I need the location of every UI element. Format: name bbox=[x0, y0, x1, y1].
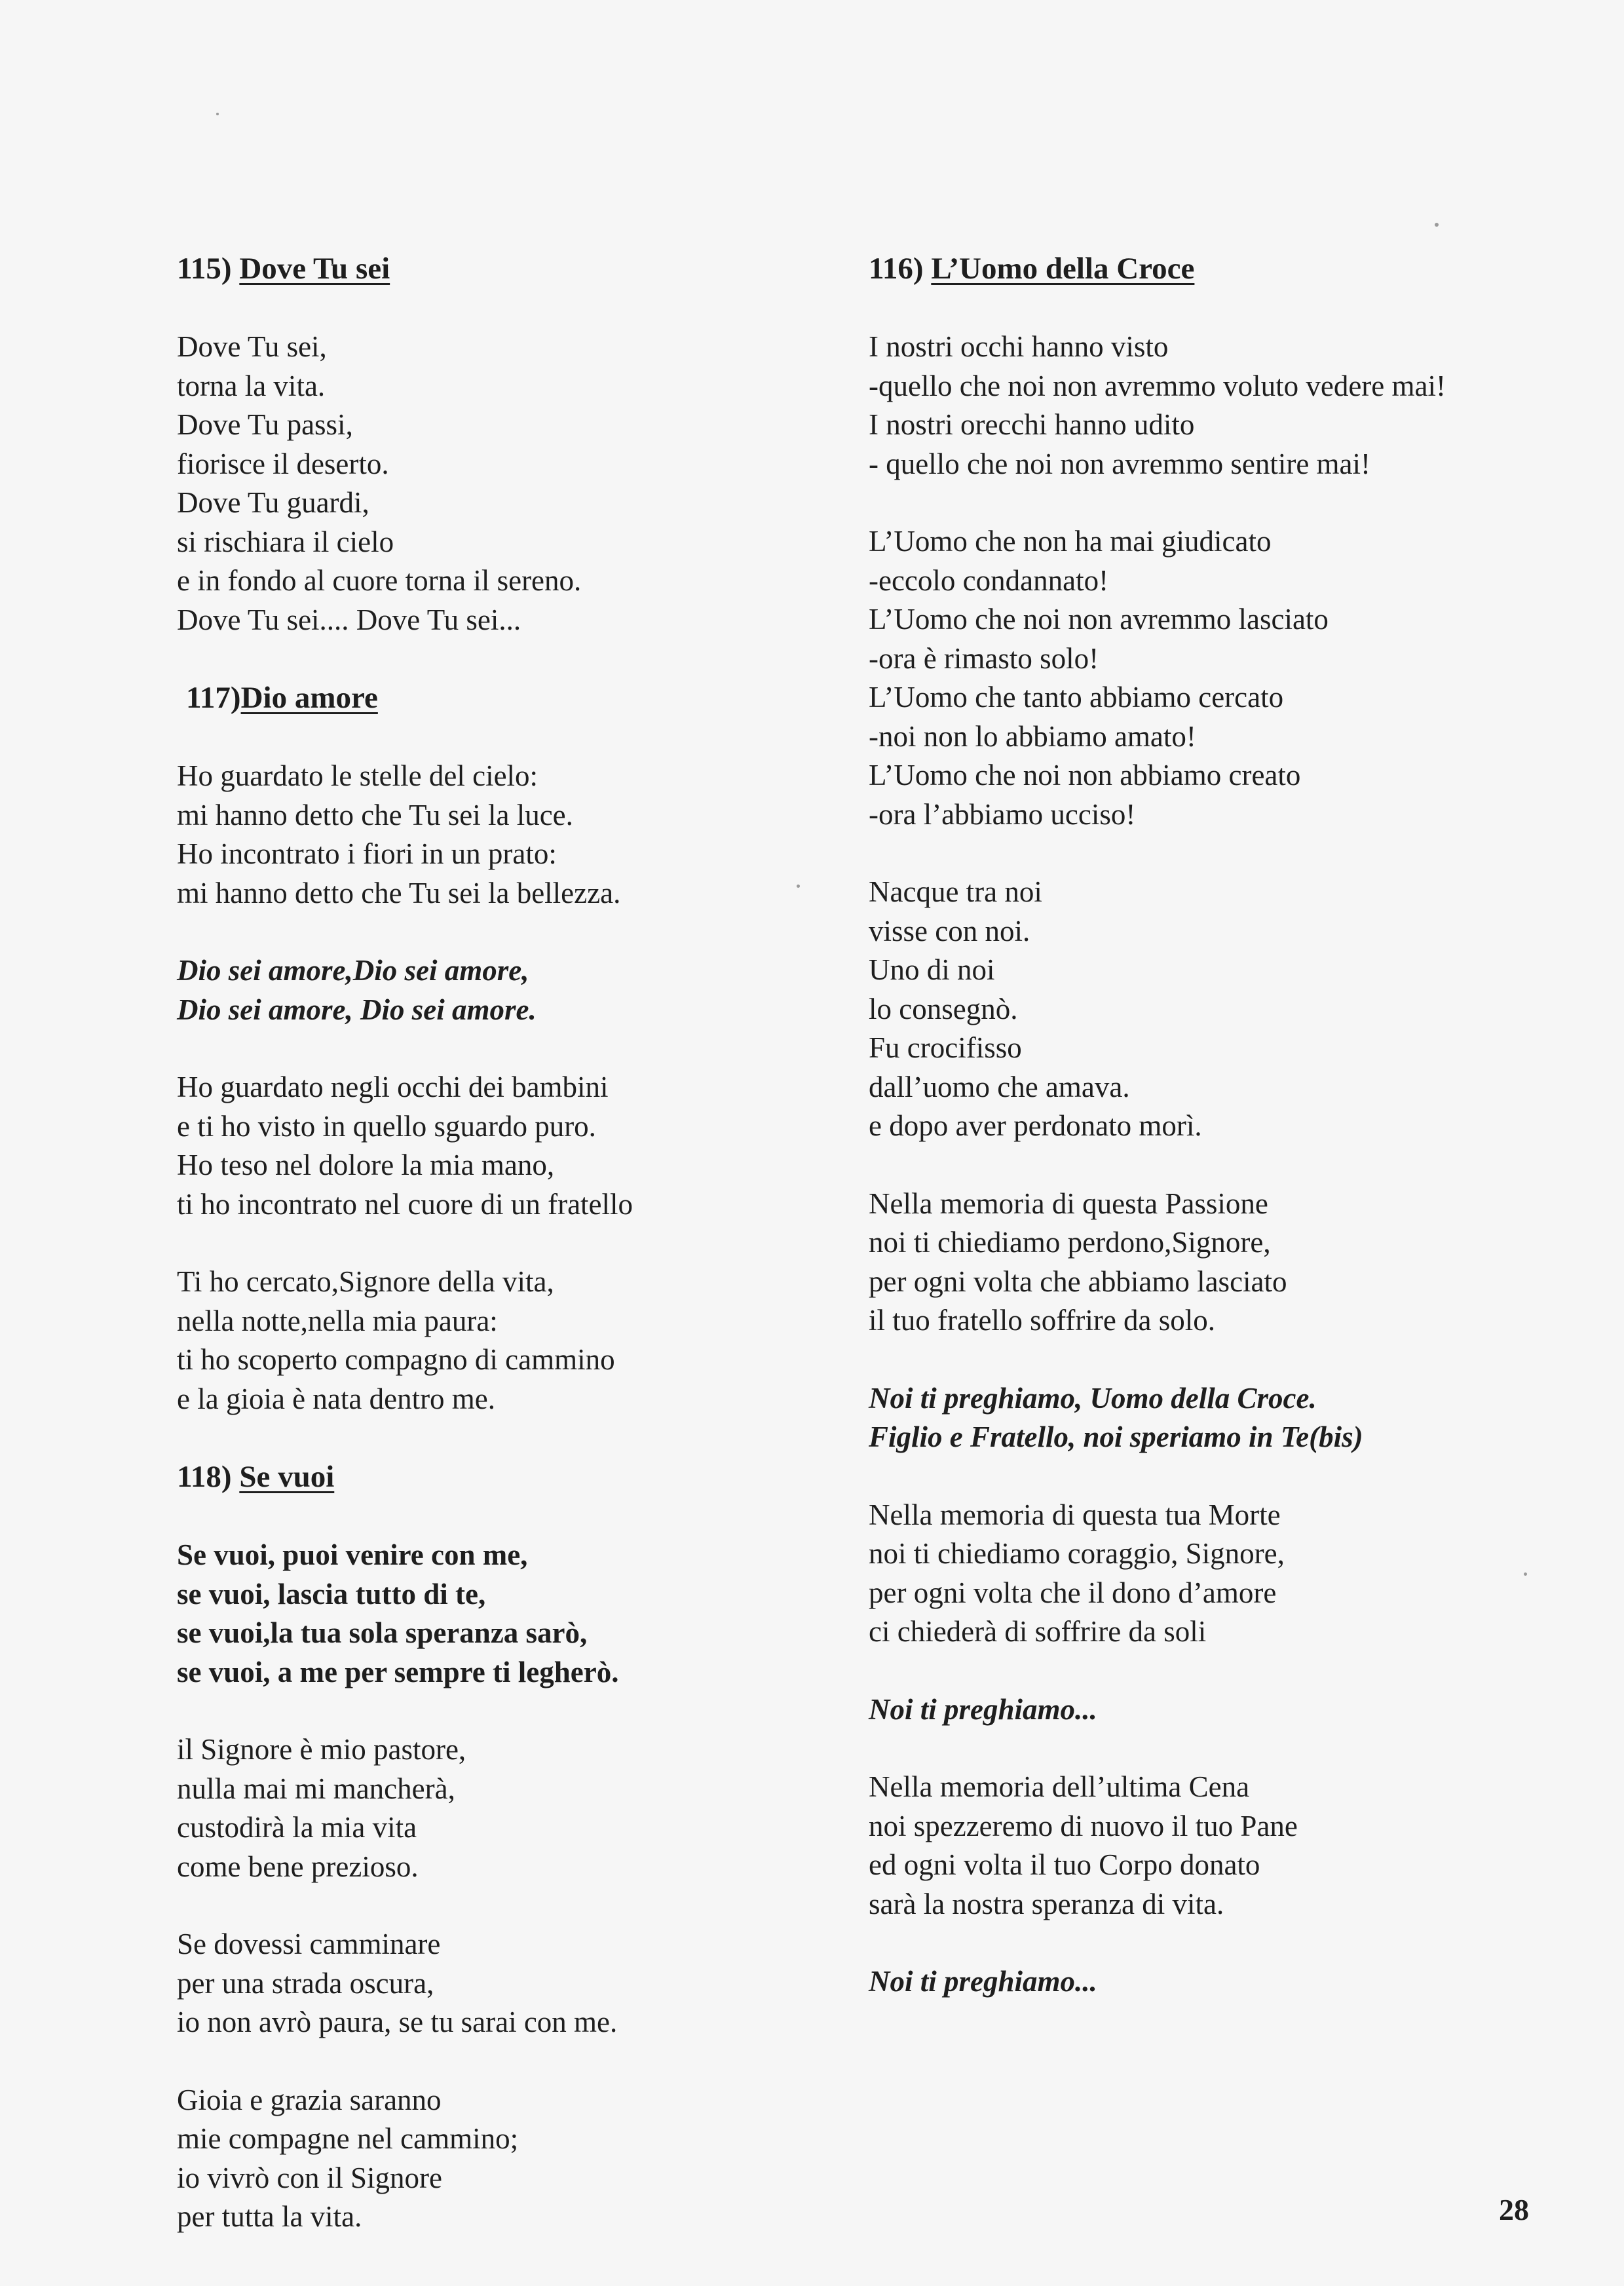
verse-line: L’Uomo che tanto abbiamo cercato bbox=[869, 681, 1284, 714]
song-title bbox=[177, 1457, 766, 1496]
refrain-line: Noi ti preghiamo... bbox=[869, 1965, 1097, 1998]
refrain-line: Se vuoi, puoi venire con me, bbox=[177, 1538, 528, 1571]
song-116 bbox=[869, 249, 1550, 288]
stanza bbox=[869, 522, 1550, 834]
stanza bbox=[177, 2081, 766, 2237]
song-number: 116) bbox=[869, 252, 924, 286]
verse-line: il Signore è mio pastore, bbox=[177, 1733, 466, 1766]
scan-speck bbox=[1524, 1572, 1527, 1576]
stanza bbox=[869, 328, 1550, 484]
verse-line: io vivrò con il Signore bbox=[177, 2161, 442, 2194]
verse-line: per tutta la vita. bbox=[177, 2200, 362, 2233]
verse-line: Nacque tra noi bbox=[869, 875, 1042, 908]
stanza bbox=[869, 1496, 1550, 1652]
verse-line: Ti ho cercato,Signore della vita, bbox=[177, 1265, 554, 1298]
song-name: Se vuoi bbox=[239, 1460, 335, 1494]
verse-line: Dove Tu sei.... Dove Tu sei... bbox=[177, 603, 521, 636]
refrain-line: Figlio e Fratello, noi speriamo in Te(bis) bbox=[869, 1420, 1363, 1453]
verse-line: torna la vita. bbox=[177, 369, 326, 402]
verse-line: come bene prezioso. bbox=[177, 1850, 419, 1883]
refrain-line: se vuoi, a me per sempre ti legherò. bbox=[177, 1655, 619, 1688]
verse-line: mi hanno detto che Tu sei la bellezza. bbox=[177, 876, 621, 909]
verse-line: ed ogni volta il tuo Corpo donato bbox=[869, 1848, 1260, 1881]
verse-line: per una strada oscura, bbox=[177, 1966, 434, 2000]
verse-line: -quello che noi non avremmo voluto vedere mai! bbox=[869, 369, 1446, 402]
verse-line: per ogni volta che il dono d’amore bbox=[869, 1576, 1277, 1609]
verse-line: ti ho incontrato nel cuore di un fratello bbox=[177, 1187, 633, 1221]
verse-line: Nella memoria di questa Passione bbox=[869, 1187, 1268, 1220]
refrain-line: se vuoi, lascia tutto di te, bbox=[177, 1577, 486, 1610]
verse-line: L’Uomo che noi non avremmo lasciato bbox=[869, 603, 1329, 636]
verse-line: noi ti chiediamo perdono,Signore, bbox=[869, 1226, 1271, 1259]
refrain-line: Dio sei amore,Dio sei amore, bbox=[177, 954, 529, 987]
verse-line: Ho guardato le stelle del cielo: bbox=[177, 759, 538, 792]
verse-line: Ho incontrato i fiori in un prato: bbox=[177, 837, 557, 870]
verse-line: dall’uomo che amava. bbox=[869, 1070, 1130, 1103]
song-name: Dove Tu sei bbox=[239, 252, 390, 286]
verse-line: il tuo fratello soffrire da solo. bbox=[869, 1304, 1216, 1337]
verse-line: noi spezzeremo di nuovo il tuo Pane bbox=[869, 1809, 1298, 1842]
refrain bbox=[869, 1690, 1550, 1730]
stanza bbox=[177, 757, 766, 913]
verse-line: -eccolo condannato! bbox=[869, 563, 1109, 597]
verse-line: e ti ho visto in quello sguardo puro. bbox=[177, 1109, 596, 1143]
verse-line: Fu crocifisso bbox=[869, 1031, 1022, 1064]
verse-line: ci chiederà di soffrire da soli bbox=[869, 1615, 1207, 1648]
stanza bbox=[177, 1068, 766, 1224]
verse-line: lo consegnò. bbox=[869, 992, 1018, 1025]
verse-line: Dove Tu passi, bbox=[177, 408, 353, 441]
verse-line: io non avrò paura, se tu sarai con me. bbox=[177, 2006, 618, 2038]
verse-line: Nella memoria di questa tua Morte bbox=[869, 1498, 1281, 1531]
scan-speck bbox=[216, 113, 219, 115]
refrain-line: Dio sei amore, Dio sei amore. bbox=[177, 993, 537, 1026]
song-number: 117) bbox=[186, 681, 241, 715]
stanza bbox=[177, 328, 766, 639]
stanza bbox=[869, 1768, 1550, 1924]
verse-line: custodirà la mia vita bbox=[177, 1811, 417, 1844]
song-title bbox=[186, 678, 766, 717]
song-name: Dio amore bbox=[240, 681, 378, 715]
song-title bbox=[177, 249, 766, 288]
verse-line: nulla mai mi mancherà, bbox=[177, 1772, 455, 1805]
refrain bbox=[177, 951, 766, 1029]
verse-line: Gioia e grazia saranno bbox=[177, 2083, 442, 2116]
stanza bbox=[177, 1730, 766, 1886]
verse-line: si rischiara il cielo bbox=[177, 525, 394, 558]
verse-line: sarà la nostra speranza di vita. bbox=[869, 1887, 1224, 1920]
song-number: 115) bbox=[177, 252, 232, 286]
refrain-line: Noi ti preghiamo, Uomo della Croce. bbox=[869, 1381, 1317, 1415]
verse-line: I nostri occhi hanno visto bbox=[869, 330, 1169, 363]
right-column bbox=[869, 249, 1550, 2002]
stanza bbox=[869, 1185, 1550, 1341]
verse-line: noi ti chiediamo coraggio, Signore, bbox=[869, 1537, 1285, 1570]
song-118 bbox=[177, 1457, 766, 1496]
song-name: L’Uomo della Croce bbox=[931, 252, 1195, 286]
stanza bbox=[177, 1925, 766, 2042]
scan-speck bbox=[797, 885, 800, 888]
verse-line: mie compagne nel cammino; bbox=[177, 2122, 519, 2155]
refrain-line: se vuoi,la tua sola speranza sarò, bbox=[177, 1616, 588, 1649]
verse-line: I nostri orecchi hanno udito bbox=[869, 408, 1195, 441]
verse-line: -ora è rimasto solo! bbox=[869, 641, 1099, 675]
verse-line: e in fondo al cuore torna il sereno. bbox=[177, 564, 582, 597]
verse-line: Dove Tu sei, bbox=[177, 330, 327, 363]
verse-line: nella notte,nella mia paura: bbox=[177, 1304, 498, 1337]
verse-line: -ora l’abbiamo ucciso! bbox=[869, 797, 1136, 831]
refrain bbox=[869, 1962, 1550, 2002]
verse-line: Se dovessi camminare bbox=[177, 1928, 441, 1960]
verse-line: Ho guardato negli occhi dei bambini bbox=[177, 1071, 609, 1103]
verse-line: fiorisce il deserto. bbox=[177, 447, 389, 480]
verse-line: mi hanno detto che Tu sei la luce. bbox=[177, 798, 573, 831]
refrain-line: Noi ti preghiamo... bbox=[869, 1692, 1097, 1726]
verse-line: ti ho scoperto compagno di cammino bbox=[177, 1343, 615, 1376]
stanza bbox=[177, 1263, 766, 1419]
song-115 bbox=[177, 249, 766, 639]
refrain bbox=[177, 1536, 766, 1692]
scan-speck bbox=[1435, 223, 1439, 227]
verse-line: e dopo aver perdonato morì. bbox=[869, 1109, 1202, 1142]
verse-line: Nella memoria dell’ultima Cena bbox=[869, 1770, 1250, 1803]
verse-line: Uno di noi bbox=[869, 953, 995, 986]
song-number: 118) bbox=[177, 1460, 232, 1494]
verse-line: e la gioia è nata dentro me. bbox=[177, 1382, 496, 1415]
verse-line: L’Uomo che noi non abbiamo creato bbox=[869, 759, 1301, 791]
verse-line: Dove Tu guardi, bbox=[177, 486, 369, 519]
page-number: 28 bbox=[1499, 2193, 1529, 2226]
verse-line: - quello che noi non avremmo sentire mai! bbox=[869, 447, 1371, 480]
stanza bbox=[869, 873, 1550, 1146]
refrain bbox=[869, 1379, 1550, 1457]
song-title bbox=[869, 249, 1550, 288]
verse-line: -noi non lo abbiamo amato! bbox=[869, 719, 1196, 753]
verse-line: L’Uomo che non ha mai giudicato bbox=[869, 525, 1272, 558]
song-117 bbox=[177, 678, 766, 717]
verse-line: Ho teso nel dolore la mia mano, bbox=[177, 1149, 555, 1181]
verse-line: visse con noi. bbox=[869, 914, 1030, 947]
left-column bbox=[177, 249, 766, 2237]
verse-line: per ogni volta che abbiamo lasciato bbox=[869, 1265, 1287, 1298]
